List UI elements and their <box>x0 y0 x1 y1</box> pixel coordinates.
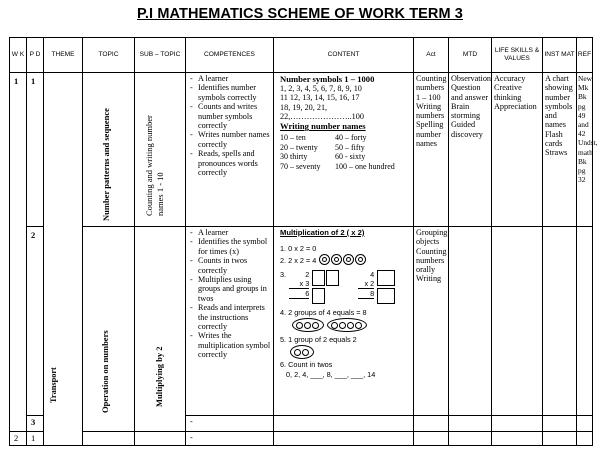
life-skills-cell <box>492 416 543 432</box>
scheme-table <box>9 37 598 446</box>
item-text: 4. 2 groups of 4 equals = 8 <box>280 308 367 317</box>
group-oval <box>290 345 314 359</box>
number-name: 40 – forty <box>335 133 367 143</box>
content-cell <box>274 73 414 227</box>
period-cell: 1 <box>27 73 44 227</box>
topic-label: Operation on numbers <box>100 330 110 413</box>
content-line: 11 12, 13, 14, 15, 16, 17 <box>280 93 360 103</box>
number-name: 70 – seventy <box>280 161 321 171</box>
instructional-materials-cell <box>543 416 577 432</box>
list-item: - Reads, spells and pronounces words correctly <box>188 149 272 177</box>
list-item <box>280 270 412 306</box>
life-skills-cell: Accuracy Creative thinking Appreciation <box>492 73 543 227</box>
ovals-drawing <box>290 345 412 359</box>
boxes-drawing <box>377 270 412 306</box>
life-skills-cell <box>492 227 543 416</box>
item-text: 1. 0 x 2 = 0 <box>280 244 317 253</box>
number-name: 100 – one hundred <box>335 161 395 171</box>
list-item: - Multiplies using groups and groups in twos <box>188 275 272 303</box>
method-cell: Observation Question and answer Brain storming Guided discovery <box>449 73 492 227</box>
activity-cell: Grouping objects Counting numbers orally Writing <box>414 227 449 416</box>
topic-label: Number patterns and sequence <box>101 108 111 221</box>
product: 6 <box>289 289 309 299</box>
list-item: - Writes number names correctly <box>188 130 272 149</box>
competences-cell: - <box>186 432 274 446</box>
reference-cell <box>577 416 593 432</box>
list-item: - Writes the multiplication symbol correctly <box>188 331 272 359</box>
topic-cell <box>83 227 135 432</box>
content-line: 22,…………………..100 <box>280 111 364 121</box>
table-row-4 <box>10 432 593 446</box>
content-line: 1, 2, 3, 4, 5, 6, 7, 8, 9, 10 <box>280 84 362 93</box>
period-cell: 3 <box>27 416 44 432</box>
list-item: - Identifies number symbols correctly <box>188 83 272 102</box>
table-row-1 <box>10 73 593 227</box>
header-row <box>10 38 593 73</box>
product: 8 <box>358 289 374 299</box>
header-pd: P D <box>27 38 44 73</box>
multiplication-items <box>280 244 412 379</box>
list-item: - Identifies the symbol for times (x) <box>188 237 272 256</box>
method-cell <box>449 416 492 432</box>
number-name: 50 – fifty <box>335 142 365 152</box>
number-name: 10 – ten <box>280 133 306 143</box>
list-item <box>280 254 412 267</box>
header-theme: THEME <box>44 38 83 73</box>
number-name: 30 thirty <box>280 152 308 162</box>
reference-cell <box>577 432 593 446</box>
competences-list <box>188 74 272 177</box>
content-heading: Multiplication of 2 ( x 2) <box>280 228 365 237</box>
period-cell: 2 <box>27 227 44 416</box>
topic-cell <box>83 432 135 446</box>
topic-cell <box>83 73 135 227</box>
multiplication-left <box>289 270 309 299</box>
subtopic-label: Counting and writing number names 1 - 10 <box>144 115 165 216</box>
theme-cell <box>44 73 83 446</box>
list-item: - Counts and writes number symbols correctly <box>188 102 272 130</box>
boxes-drawing <box>312 270 350 306</box>
header-subtopic: SUB – TOPIC <box>135 38 186 73</box>
life-skills-cell <box>492 432 543 446</box>
item-text: 5. 1 group of 2 equals 2 <box>280 335 357 344</box>
header-wk: W K <box>10 38 27 73</box>
content-cell <box>274 432 414 446</box>
multiplicand: 2 <box>305 270 310 279</box>
item-text: 3. <box>280 270 287 279</box>
list-item <box>280 335 412 344</box>
group-oval <box>292 318 324 332</box>
activity-cell <box>414 416 449 432</box>
reference-cell: New Mk Bk pg 49 and 42 Undst, math Bk pg 32 <box>577 73 593 227</box>
header-mtd: MTD <box>449 38 492 73</box>
multiplier: x 3 <box>289 279 309 289</box>
ovals-drawing <box>292 318 412 332</box>
subtopic-cell <box>135 73 186 227</box>
instructional-materials-cell <box>543 432 577 446</box>
multiplicand: 4 <box>370 270 375 279</box>
header-inst-mat: INST MAT <box>543 38 577 73</box>
content-heading: Number symbols 1 – 1000 <box>280 74 375 84</box>
header-content: CONTENT <box>274 38 414 73</box>
list-item: - Counts in twos correctly <box>188 256 272 275</box>
number-name: 60 - sixty <box>335 152 366 162</box>
instructional-materials-cell <box>543 227 577 416</box>
table-row-2 <box>10 227 593 416</box>
header-competences: COMPETENCES <box>186 38 274 73</box>
circles-drawing <box>319 254 367 267</box>
page-title: P.I MATHEMATICS SCHEME OF WORK TERM 3 <box>137 6 463 22</box>
count-line <box>286 370 412 379</box>
week-cell: 2 <box>10 432 27 446</box>
subtopic-label: Multiplying by 2 <box>154 346 164 407</box>
group-oval <box>327 318 367 332</box>
competences-cell: - <box>186 416 274 432</box>
theme-label: Transport <box>49 367 58 403</box>
header-topic: TOPIC <box>83 38 135 73</box>
competences-cell <box>186 73 274 227</box>
list-item: - Reads and interprets the instructions correctly <box>188 303 272 331</box>
item-text: 2. 2 x 2 = 4 <box>280 256 317 265</box>
subtopic-cell <box>135 432 186 446</box>
item-text: 6. Count in twos <box>280 360 333 369</box>
content-heading: Writing number names <box>280 121 366 132</box>
subtopic-cell <box>135 227 186 432</box>
method-cell <box>449 432 492 446</box>
list-item <box>280 360 412 369</box>
number-name: 20 – twenty <box>280 142 318 152</box>
competences-cell <box>186 227 274 416</box>
list-item <box>280 308 412 317</box>
header-act: Act <box>414 38 449 73</box>
period-cell: 1 <box>27 432 44 446</box>
competences-list <box>188 228 272 360</box>
instructional-materials-cell: A chart showing number symbols and names Flash cards Straws <box>543 73 577 227</box>
reference-cell <box>577 227 593 416</box>
number-names-grid <box>280 133 412 171</box>
week-cell: 1 <box>10 73 27 432</box>
count-sequence: 0, 2, 4, ___, 8, ___, ___, 14 <box>286 370 376 379</box>
list-item: - A learner <box>188 74 272 83</box>
header-ref: REF <box>577 38 593 73</box>
activity-cell: Counting numbers 1 – 100 Writing numbers Spelling number names <box>414 73 449 227</box>
list-item: - A learner <box>188 228 272 237</box>
list-item <box>280 244 412 253</box>
multiplier: x 2 <box>358 279 374 289</box>
content-cell <box>274 227 414 416</box>
content-line: 18, 19, 20, 21, <box>280 102 328 112</box>
multiplication-right <box>358 270 374 299</box>
content-cell <box>274 416 414 432</box>
method-cell <box>449 227 492 416</box>
header-life-skills: LIFE SKILLS & VALUES <box>492 38 543 73</box>
activity-cell <box>414 432 449 446</box>
